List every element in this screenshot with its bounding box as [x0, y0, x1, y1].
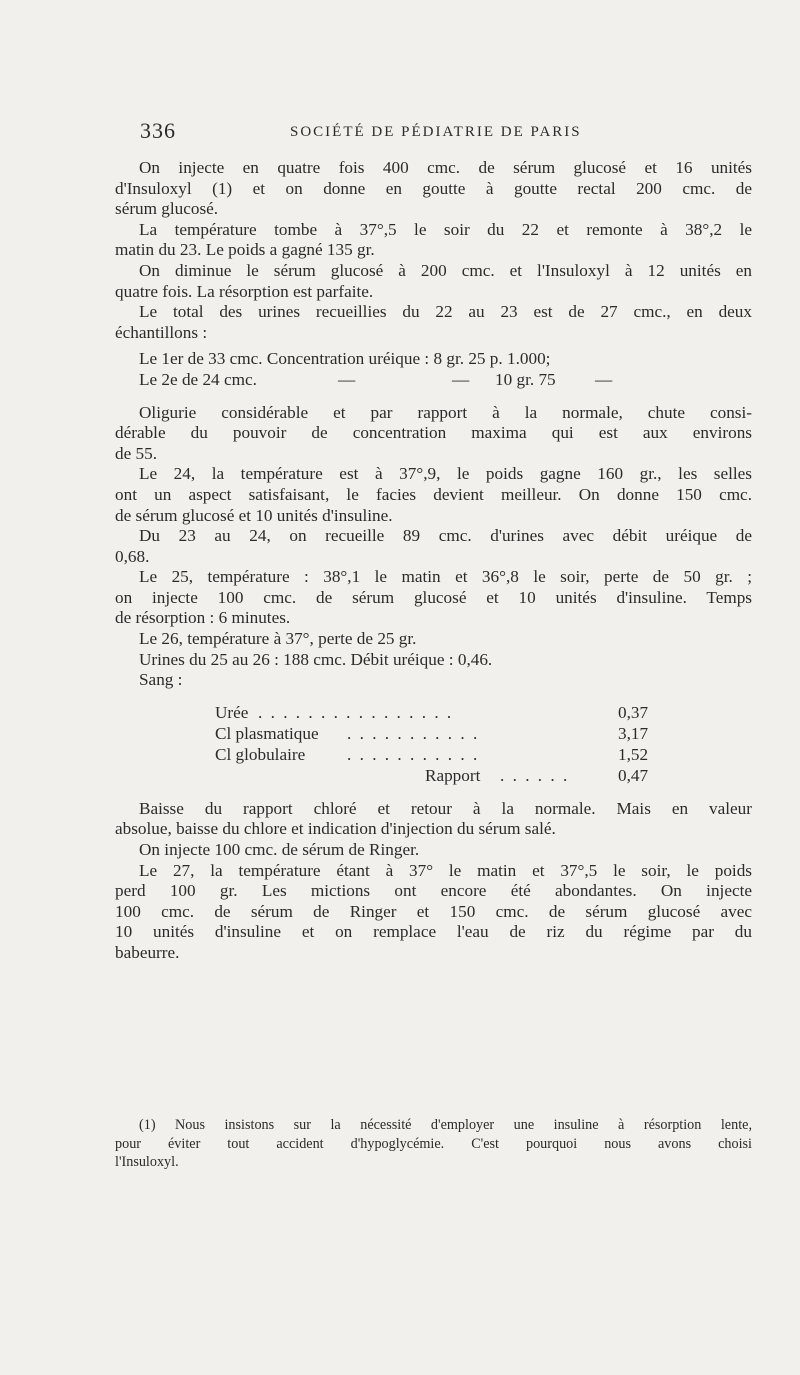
ditto-dash: —: [452, 369, 470, 389]
leader-dots: . . . . . . . . . . . . . . . .: [258, 702, 454, 722]
footnote: [115, 1116, 752, 1172]
text-line: Le 26, température à 37°, perte de 25 gr.: [139, 629, 417, 649]
text-line: 10 unités d'insuline et on remplace l'eau de riz du régime par du: [115, 922, 752, 942]
text-line: sérum glucosé.: [115, 199, 219, 219]
paragraph: [115, 799, 752, 840]
text-line: Du 23 au 24, on recueille 89 cmc. d'urines avec débit uréique de: [139, 526, 752, 546]
table-row: [115, 703, 752, 724]
text-line: perd 100 gr. Les mictions ont encore été abondantes. On injecte: [115, 881, 752, 901]
text-line: Le 27, la température étant à 37° le matin et 37°,5 le soir, le poids: [139, 860, 752, 880]
text-line: On injecte en quatre fois 400 cmc. de sérum glucosé et 16 unités: [139, 158, 752, 177]
text-line: Le total des urines recueillies du 22 au 23 est de 27 cmc., en deux: [139, 302, 752, 322]
running-title: SOCIÉTÉ DE PÉDIATRIE DE PARIS: [290, 124, 582, 140]
text-line: On diminue le sérum glucosé à 200 cmc. et l'Insuloxyl à 12 unités en: [139, 260, 752, 280]
text-line: 0,68.: [115, 546, 150, 566]
text-line: babeurre.: [115, 943, 180, 962]
paragraph: [115, 526, 752, 567]
text-line: matin du 23. Le poids a gagné 135 gr.: [115, 240, 375, 260]
paragraph: [115, 158, 752, 220]
blood-label: Urée: [215, 702, 249, 722]
text-line: Le 24, la température est à 37°,9, le poids gagne 160 gr., les selles: [139, 464, 752, 484]
paragraph: [115, 670, 752, 691]
footnote-line: (1) Nous insistons sur la nécessité d'employer une insuline à résorption lente,: [139, 1117, 752, 1133]
text-line: Baisse du rapport chloré et retour à la normale. Mais en valeur: [139, 798, 752, 818]
ditto-dash: —: [338, 369, 356, 389]
text-line: de 55.: [115, 443, 158, 463]
leader-dots: . . . . . .: [500, 765, 570, 785]
leader-dots: . . . . . . . . . . .: [347, 723, 480, 743]
leader-dots: . . . . . . . . . . .: [347, 744, 480, 764]
footnote-line: pour éviter tout accident d'hypoglycémie. C'est pourquoi nous avons choisi: [115, 1135, 752, 1152]
text-line: dérable du pouvoir de concentration maxima qui est aux environs: [115, 423, 752, 443]
paragraph: [115, 861, 752, 964]
blood-value: 3,17: [618, 723, 649, 743]
text-line: échantillons :: [115, 322, 208, 342]
blood-results-table: [115, 703, 752, 787]
text-line: d'Insuloxyl (1) et on donne en goutte à goutte rectal 200 cmc. de: [115, 178, 752, 198]
paragraph: [115, 220, 752, 261]
footnote-line: l'Insuloxyl.: [115, 1154, 179, 1170]
paragraph: [115, 840, 752, 861]
paragraph: [115, 261, 752, 302]
text-line: ont un aspect satisfaisant, le facies devient meilleur. On donne 150 cmc.: [115, 484, 752, 504]
body-text: [115, 158, 752, 964]
blood-label: Rapport: [425, 765, 481, 785]
paragraph: [115, 650, 752, 671]
text-line: de résorption : 6 minutes.: [115, 608, 291, 628]
table-row: [115, 745, 752, 766]
concentration-line-1: [115, 349, 752, 370]
text-line: on injecte 100 cmc. de sérum glucosé et 10 unités d'insuline. Temps: [115, 587, 752, 607]
blood-label: Cl plasmatique: [215, 723, 319, 743]
text-line: La température tombe à 37°,5 le soir du 22 et remonte à 38°,2 le: [139, 219, 752, 239]
table-row: [115, 724, 752, 745]
blood-value: 0,37: [618, 702, 649, 722]
ditto-dash: —: [595, 369, 613, 389]
text-line: Sang :: [139, 670, 183, 690]
text-line: de sérum glucosé et 10 unités d'insuline.: [115, 505, 393, 525]
paragraph: [115, 464, 752, 526]
concentration-text: Le 1er de 33 cmc. Concentration uréique : 8 gr. 25 p. 1.000;: [139, 349, 551, 369]
concentration-line-2: [115, 370, 752, 391]
text-line: quatre fois. La résorption est parfaite.: [115, 281, 374, 301]
page-header: [140, 118, 610, 148]
blood-label: Cl globulaire: [215, 744, 306, 764]
text-line: absolue, baisse du chlore et indication d'injection du sérum salé.: [115, 819, 556, 839]
blood-value: 0,47: [618, 765, 649, 785]
text-line: 100 cmc. de sérum de Ringer et 150 cmc. de sérum glucosé avec: [115, 901, 752, 921]
paragraph: [115, 567, 752, 629]
page-number: 336: [140, 118, 176, 143]
text-line: On injecte 100 cmc. de sérum de Ringer.: [139, 840, 420, 860]
concentration-value: 10 gr. 75: [495, 369, 556, 389]
text-line: Oligurie considérable et par rapport à la normale, chute consi-: [139, 402, 752, 422]
text-line: Urines du 25 au 26 : 188 cmc. Débit uréique : 0,46.: [139, 649, 493, 669]
table-row: [115, 766, 752, 787]
paragraph: [115, 403, 752, 465]
paragraph: [115, 302, 752, 343]
spacer: [115, 391, 752, 403]
text-line: Le 25, température : 38°,1 le matin et 36°,8 le soir, perte de 50 gr. ;: [139, 567, 752, 587]
blood-value: 1,52: [618, 744, 649, 764]
concentration-label: Le 2e de 24 cmc.: [139, 369, 257, 389]
paragraph: [115, 629, 752, 650]
